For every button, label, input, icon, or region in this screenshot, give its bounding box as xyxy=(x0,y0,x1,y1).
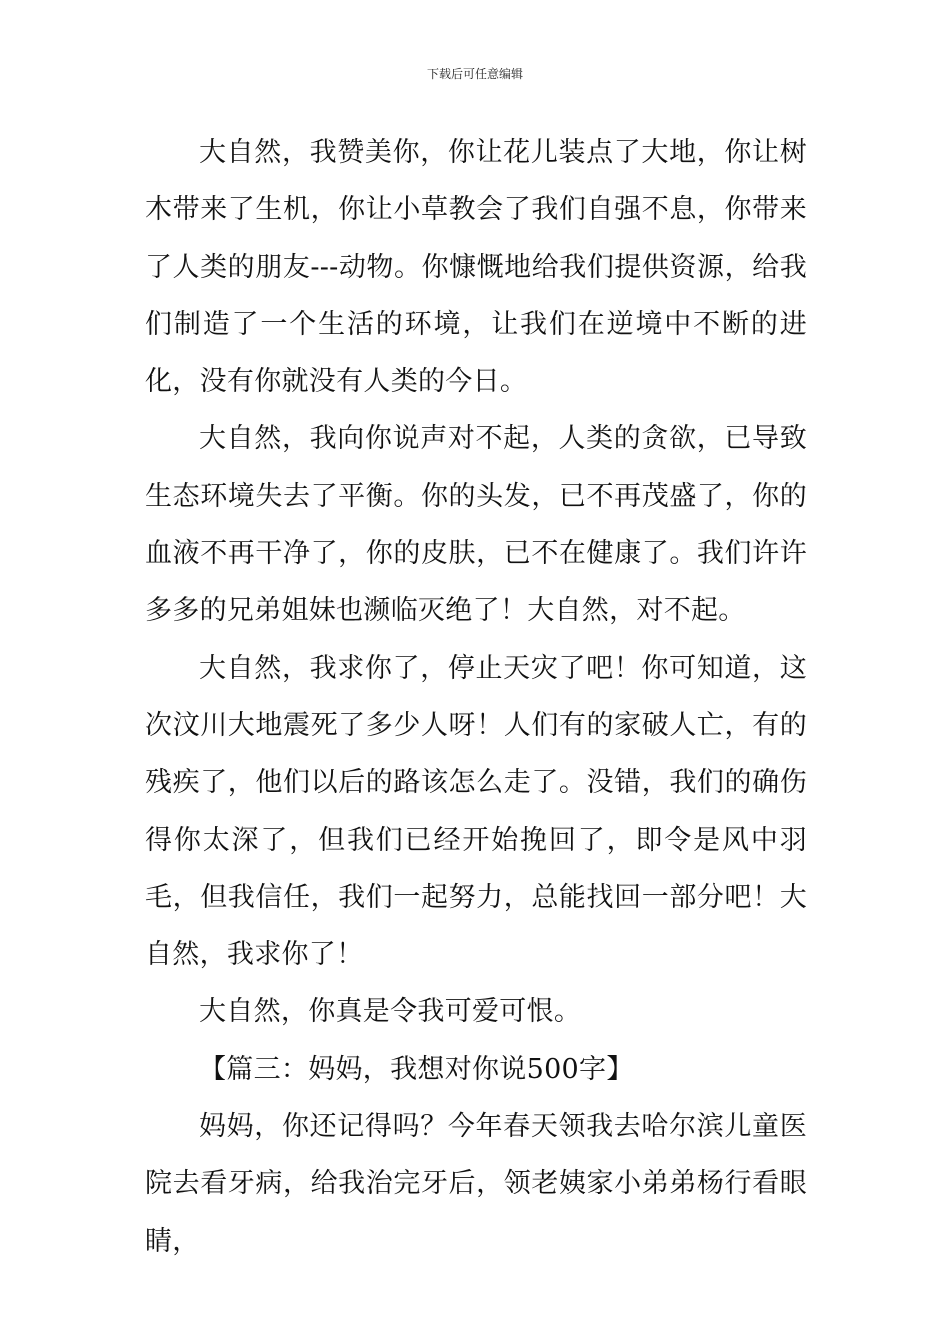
document-body xyxy=(145,124,807,1270)
paragraph-plea: 大自然，我求你了，停止天灾了吧！你可知道，这次汶川大地震死了多少人呀！人们有的家破人亡，有的残疾了，他们以后的路该怎么走了。没错，我们的确伤得你太深了，但我们已经开始挽回了，即令是风中羽毛，但我信任，我们一起努力，总能找回一部分吧！大自然，我求你了！ xyxy=(145,652,807,971)
section-heading: 【篇三：妈妈，我想对你说500字】 xyxy=(199,1053,634,1085)
paragraph-praise: 大自然，我赞美你，你让花儿装点了大地，你让树木带来了生机，你让小草教会了我们自强不息，你带来了人类的朋友---动物。你慷慨地给我们提供资源，给我们制造了一个生活的环境，让我们在逆境中不断的进化，没有你就没有人类的今日。 xyxy=(145,137,807,398)
paragraph-apology: 大自然，我向你说声对不起，人类的贪欲，已导致生态环境失去了平衡。你的头发，已不再茂盛了，你的血液不再干净了，你的皮肤，已不在健康了。我们许许多多的兄弟姐妹也濒临灭绝了！大自然，对不起。 xyxy=(145,423,807,627)
paragraph-love-hate: 大自然，你真是令我可爱可恨。 xyxy=(199,996,582,1028)
paragraph-mother: 妈妈，你还记得吗？今年春天领我去哈尔滨儿童医院去看牙病，给我治完牙后，领老姨家小弟弟杨行看眼睛， xyxy=(145,1111,807,1257)
page-header-note: 下载后可任意编辑 xyxy=(426,67,523,81)
